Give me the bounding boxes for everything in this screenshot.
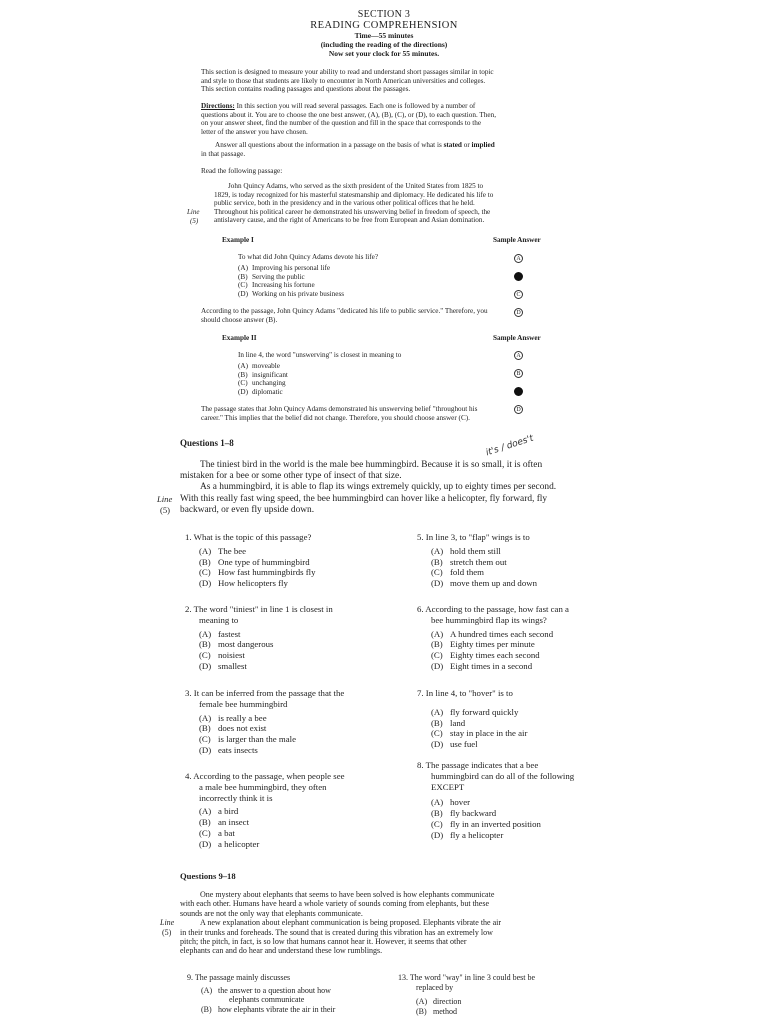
- question-5: 5. In line 3, to "flap" wings is to (A) hold them still (B) stretch them out (C) fold them (D) move them up and down: [417, 532, 627, 589]
- bubble-b: B: [514, 369, 523, 378]
- sample-line-label: Line: [187, 208, 200, 216]
- option[interactable]: (C) Eighty times each second: [431, 650, 540, 661]
- question-4: 4. According to the passage, when people see a male bee hummingbird, they often incorrectly think it is (A) a bird (B) an insect (C) a bat (D) a helicopter: [185, 771, 395, 850]
- bubble-b-filled: [514, 272, 523, 281]
- bubble-a: A: [514, 254, 523, 263]
- option[interactable]: (C) noisiest: [199, 650, 245, 661]
- option[interactable]: (B) does not exist: [199, 723, 267, 734]
- questions-1-8-passage: The tiniest bird in the world is the male bee hummingbird. Because it is so small, it is often mistaken for a bee or some other type of insect of that size. As a hummingbird, it is able to flap its wings extremely quickly, up to eighty times per second. With this really fast wing speed, the bee hummingbird can hover like a helicopter, fly forward, fly backward, or even fly upside down.: [180, 460, 557, 515]
- option[interactable]: (B) Eighty times per minute: [431, 639, 535, 650]
- bubble-d: D: [514, 405, 523, 414]
- passage-2-line-number: (5): [162, 928, 172, 937]
- option[interactable]: (C) a bat: [199, 827, 235, 838]
- option[interactable]: (C) fly in an inverted position: [431, 818, 541, 829]
- handwritten-annotation: it's / does't: [484, 433, 535, 459]
- example-2-label: Example II: [222, 334, 257, 342]
- option[interactable]: (B) One type of hummingbird: [199, 556, 310, 567]
- question-3: 3. It can be inferred from the passage that the female bee hummingbird (A) is really a bee (B) does not exist (C) is larger than the male (D) eats insects: [185, 688, 395, 756]
- option[interactable]: (A) a bird: [199, 806, 239, 817]
- time-note: (including the reading of the directions): [320, 40, 448, 49]
- question-2: 2. The word "tiniest" in line 1 is closest in meaning to (A) fastest (B) most dangerous (C) noisiest (D) smallest: [185, 604, 390, 672]
- example-1-options: (A) Improving his personal life (B) Serving the public (C) Increasing his fortune (D) Working on his private business: [238, 264, 345, 298]
- question-1: 1. What is the topic of this passage? (A) The bee (B) One type of hummingbird (C) How fast hummingbirds fly (D) How helicopters fly: [185, 532, 390, 589]
- example-1-explanation: According to the passage, John Quincy Adams "dedicated his life to public service." Therefore, you should choose answer (B).: [201, 307, 488, 324]
- passage-line-label: Line: [157, 494, 173, 504]
- option[interactable]: (D) Eight times in a second: [431, 660, 533, 671]
- option[interactable]: (A) the answer to a question about how: [201, 985, 331, 995]
- example-1-question: To what did John Quincy Adams devote his life?: [238, 253, 379, 261]
- section-header: [0, 9, 768, 58]
- example-2-question: In line 4, the word "unswerving" is closest in meaning to: [238, 351, 402, 359]
- clock-note: Now set your clock for 55 minutes.: [328, 49, 440, 58]
- option[interactable]: (B) stretch them out: [431, 556, 507, 567]
- option[interactable]: (A) hover: [431, 797, 471, 808]
- passage-line-number: (5): [160, 505, 171, 515]
- option[interactable]: (B) land: [431, 717, 466, 728]
- question-6: 6. According to the passage, how fast can a bee hummingbird flap its wings? (A) A hundred times each second (B) Eighty times per minute (C) Eighty times each second (D) Eight times in a second: [417, 604, 632, 672]
- example-1-sample-answer-label: Sample Answer: [493, 236, 541, 244]
- example-1-label: Example I: [222, 236, 254, 244]
- option[interactable]: (C) fold them: [431, 567, 484, 578]
- bubble-d: D: [514, 308, 523, 317]
- option[interactable]: (D) a helicopter: [199, 838, 260, 849]
- option[interactable]: (B) method: [416, 1006, 457, 1016]
- questions-9-18-heading: Questions 9–18: [180, 871, 236, 881]
- questions-9-18-passage: One mystery about elephants that seems to have been solved is how elephants communicate with each other. Humans have heard a whole variety of sounds coming from elephants, but these sounds are not the only way that elephants communicate. A new explanation about elephant communication is being proposed. Elephants vibrate the air in their trunks and foreheads. The sound that is created during this vibration has an extremely low pitch; the pitch, in fact, is so low that humans cannot hear it. However, it seems that other elephants can and do hear and understand these low rumblings.: [180, 890, 502, 956]
- question-9: 9. The passage mainly discusses (A) the answer to a question about how elephants communicate (B) how elephants vibrate the air in their: [187, 973, 387, 1014]
- option[interactable]: (D) fly a helicopter: [431, 829, 504, 840]
- option[interactable]: (B) how elephants vibrate the air in their: [201, 1004, 336, 1014]
- option[interactable]: (B) fly backward: [431, 808, 497, 819]
- question-13: 13. The word "way" in line 3 could best be replaced by (A) direction (B) method: [398, 973, 598, 1016]
- question-8: 8. The passage indicates that a bee hummingbird can do all of the following EXCEPT (A) hover (B) fly backward (C) fly in an inverted position (D) fly a helicopter: [417, 760, 632, 841]
- option[interactable]: (B) an insect: [199, 817, 250, 828]
- option[interactable]: (A) A hundred times each second: [431, 628, 554, 639]
- option[interactable]: (B) most dangerous: [199, 639, 274, 650]
- example-2-explanation: The passage states that John Quincy Adams demonstrated his unswerving belief "throughout his career." This implies that the belief did not change. Therefore, you should choose answer (C).: [201, 405, 478, 422]
- option[interactable]: (A) fly forward quickly: [431, 706, 519, 717]
- option[interactable]: (D) eats insects: [199, 744, 258, 755]
- bubble-a: A: [514, 351, 523, 360]
- option[interactable]: (A) hold them still: [431, 545, 501, 556]
- time-limit: Time—55 minutes: [354, 31, 414, 40]
- option[interactable]: (D) smallest: [199, 660, 247, 671]
- example-2-sample-answer-label: Sample Answer: [493, 334, 541, 342]
- section-title: READING COMPREHENSION: [310, 20, 458, 31]
- sample-passage: John Quincy Adams, who served as the sixth president of the United States from 1825 to 1829, is today recognized for his masterful statesmanship and diplomacy. He dedicated his life to public service, both in the presidency and in the various other political offices that he held. Throughout his political career he demonstrated his unswerving belief in freedom of speech, the antislavery cause, and the right of Americans to be free from European and Asian domination.: [214, 182, 494, 225]
- option[interactable]: (C) stay in place in the air: [431, 728, 528, 739]
- option[interactable]: (C) is larger than the male: [199, 734, 297, 745]
- questions-1-8-heading: Questions 1–8: [180, 438, 234, 448]
- intro-paragraph: This section is designed to measure your ability to read and understand short passages similar in topic and style to those that students are likely to encounter in North American universities and colleges. This section contains reading passages and questions about the passages.: [201, 68, 494, 94]
- option[interactable]: (D) use fuel: [431, 739, 478, 750]
- directions-paragraph: Directions: In this section you will read several passages. Each one is followed by a number of questions about it. You are to choose the one best answer, (A), (B), (C), or (D), to each question. Then, on your answer sheet, find the number of the question and fill in the space that corresponds to the letter of the answer you have chosen.: [201, 102, 497, 136]
- option[interactable]: (C) How fast hummingbirds fly: [199, 567, 316, 578]
- sample-line-number: (5): [190, 217, 199, 225]
- directions-label: Directions:: [201, 102, 235, 110]
- bubble-c: C: [514, 290, 523, 299]
- section-number: SECTION 3: [357, 9, 411, 20]
- answer-instruction: Answer all questions about the information in a passage on the basis of what is stated or implied in that passage.: [201, 141, 495, 158]
- option[interactable]: (D) move them up and down: [431, 578, 537, 589]
- option[interactable]: (A) direction: [416, 997, 462, 1007]
- bubble-c-filled: [514, 387, 523, 396]
- read-instruction: Read the following passage:: [201, 167, 283, 175]
- option[interactable]: (D) How helicopters fly: [199, 578, 288, 589]
- passage-2-line-label: Line: [160, 918, 175, 927]
- example-2-options: (A) moveable (B) insignificant (C) unchanging (D) diplomatic: [238, 362, 288, 396]
- option[interactable]: (A) fastest: [199, 628, 241, 639]
- question-7: 7. In line 4, to "hover" is to (A) fly forward quickly (B) land (C) stay in place in the air (D) use fuel: [417, 688, 627, 750]
- option[interactable]: (A) The bee: [199, 545, 247, 556]
- option[interactable]: (A) is really a bee: [199, 712, 267, 723]
